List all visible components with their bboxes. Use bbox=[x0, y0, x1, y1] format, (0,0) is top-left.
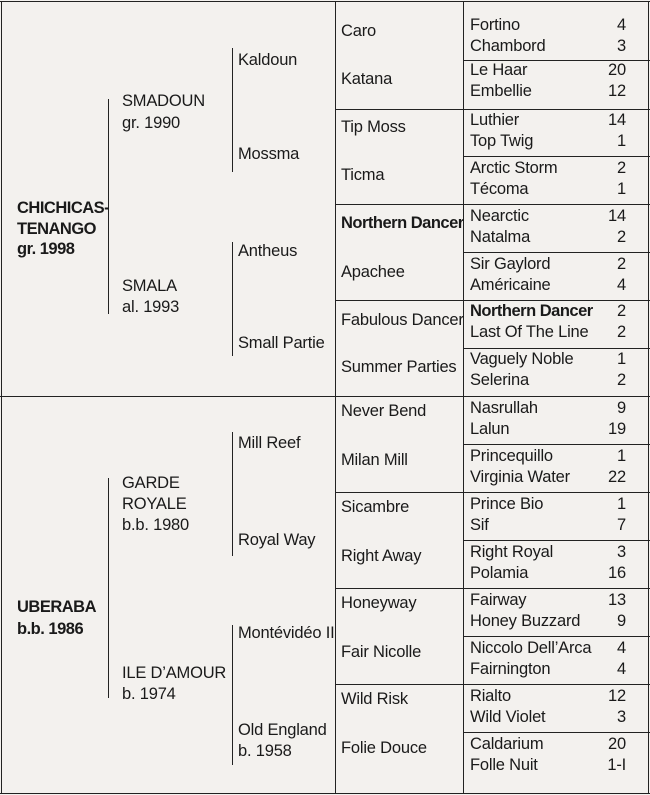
gen3-name: Sicambre bbox=[341, 498, 410, 516]
gen3-name: Apachee bbox=[341, 263, 405, 281]
frame-bottom bbox=[0, 793, 650, 794]
gen4-value: 22 bbox=[608, 468, 626, 486]
gen1-detail: b. 1974 bbox=[122, 685, 176, 703]
gen4-name: Lalun bbox=[470, 420, 510, 438]
gen4-name: Sir Gaylord bbox=[470, 255, 551, 273]
gen4-value: 16 bbox=[608, 564, 626, 582]
gen3-name: Never Bend bbox=[341, 402, 427, 420]
gen4-name: Vaguely Noble bbox=[470, 350, 574, 368]
gen4-divider bbox=[463, 156, 650, 157]
gen3-name: Northern Dancer bbox=[341, 214, 464, 232]
gen4-name: Le Haar bbox=[470, 61, 528, 79]
gen3-name: Caro bbox=[341, 22, 376, 40]
gen2-detail: b. 1958 bbox=[238, 742, 292, 760]
gen2-name: Kaldoun bbox=[238, 51, 298, 69]
gen4-name: Polamia bbox=[470, 564, 529, 582]
gen4-name: Fortino bbox=[470, 16, 520, 34]
gen4-name: Top Twig bbox=[470, 132, 534, 150]
gen3-divider bbox=[335, 300, 650, 301]
gen4-name: Nasrullah bbox=[470, 399, 538, 417]
frame-top bbox=[0, 1, 650, 2]
gen3-name: Honeyway bbox=[341, 594, 417, 612]
frame-right bbox=[648, 1, 649, 794]
gen2-name: Montévidéo II bbox=[238, 624, 335, 642]
gen2-name: Mossma bbox=[238, 145, 300, 163]
gen4-name: Niccolo Dell’Arca bbox=[470, 639, 592, 657]
sire-name: CHICHICAS- TENANGO bbox=[17, 199, 110, 238]
gen4-name: Folle Nuit bbox=[470, 756, 538, 774]
bracket-ile-damour-line bbox=[232, 625, 233, 765]
bracket-smala-line bbox=[232, 242, 233, 356]
gen4-value: 19 bbox=[608, 420, 626, 438]
gen4-divider bbox=[463, 444, 650, 445]
gen3-name: Right Away bbox=[341, 547, 422, 565]
bracket-smadoun-line bbox=[232, 48, 233, 172]
gen2-name: Old England bbox=[238, 721, 327, 739]
gen3-name: Summer Parties bbox=[341, 358, 457, 376]
gen4-value: 2 bbox=[617, 159, 626, 177]
gen4-divider bbox=[463, 732, 650, 733]
gen4-name: Luthier bbox=[470, 111, 520, 129]
gen3-divider bbox=[335, 109, 650, 110]
column-divider-gen4 bbox=[463, 1, 464, 794]
gen4-value: 20 bbox=[608, 735, 626, 753]
gen4-value: 2 bbox=[617, 371, 626, 389]
bracket-dam-line bbox=[108, 478, 109, 698]
gen4-name: Chambord bbox=[470, 37, 546, 55]
gen4-value: 3 bbox=[617, 37, 626, 55]
gen3-divider bbox=[335, 204, 650, 205]
gen4-divider bbox=[463, 540, 650, 541]
gen4-value: 14 bbox=[608, 207, 626, 225]
half-divider bbox=[0, 396, 650, 397]
gen4-value: 1 bbox=[617, 132, 626, 150]
gen3-name: Katana bbox=[341, 70, 393, 88]
gen4-value: 7 bbox=[617, 516, 626, 534]
gen1-name: SMALA bbox=[122, 277, 177, 295]
gen4-name: Natalma bbox=[470, 228, 531, 246]
gen4-name: Fairway bbox=[470, 591, 527, 609]
gen4-name: Virginia Water bbox=[470, 468, 570, 486]
gen4-value: 4 bbox=[617, 660, 626, 678]
gen4-value: 9 bbox=[617, 399, 626, 417]
gen4-value: 20 bbox=[608, 61, 626, 79]
bracket-garde-royale-line bbox=[232, 432, 233, 556]
gen4-value: 14 bbox=[608, 111, 626, 129]
gen4-value: 1 bbox=[617, 495, 626, 513]
gen4-divider bbox=[463, 636, 650, 637]
gen4-value: 1-I bbox=[607, 756, 626, 774]
gen2-name: Small Partie bbox=[238, 334, 325, 352]
gen4-value: 1 bbox=[617, 350, 626, 368]
gen4-name: Selerina bbox=[470, 371, 529, 389]
gen4-value: 13 bbox=[608, 591, 626, 609]
gen4-value: 2 bbox=[617, 323, 626, 341]
gen1-name: GARDE ROYALE bbox=[122, 474, 187, 513]
gen4-divider bbox=[463, 348, 650, 349]
gen4-value: 3 bbox=[617, 543, 626, 561]
gen4-value: 4 bbox=[617, 276, 626, 294]
gen4-value: 12 bbox=[608, 82, 626, 100]
gen4-name: Wild Violet bbox=[470, 708, 546, 726]
gen3-divider bbox=[335, 492, 650, 493]
gen4-name: Arctic Storm bbox=[470, 159, 558, 177]
gen3-name: Milan Mill bbox=[341, 451, 408, 469]
gen4-value: 1 bbox=[617, 447, 626, 465]
gen4-name: Last Of The Line bbox=[470, 323, 589, 341]
gen2-name: Antheus bbox=[238, 242, 298, 260]
gen4-name: Embellie bbox=[470, 82, 532, 100]
gen4-value: 4 bbox=[617, 639, 626, 657]
gen3-name: Tip Moss bbox=[341, 118, 406, 136]
gen1-detail: b.b. 1980 bbox=[122, 516, 190, 534]
gen4-name: Sif bbox=[470, 516, 489, 534]
gen3-divider bbox=[335, 588, 650, 589]
gen1-detail: al. 1993 bbox=[122, 298, 180, 316]
gen4-value: 1 bbox=[617, 180, 626, 198]
gen4-name: Right Royal bbox=[470, 543, 554, 561]
gen3-divider bbox=[335, 684, 650, 685]
gen3-name: Fabulous Dancer bbox=[341, 311, 464, 329]
gen4-name: Nearctic bbox=[470, 207, 529, 225]
gen4-name: Rialto bbox=[470, 687, 511, 705]
gen4-name: Northern Dancer bbox=[470, 302, 593, 320]
gen4-value: 12 bbox=[608, 687, 626, 705]
gen4-name: Honey Buzzard bbox=[470, 612, 581, 630]
gen4-value: 3 bbox=[617, 708, 626, 726]
sire-detail: gr. 1998 bbox=[17, 240, 75, 258]
gen4-name: Princequillo bbox=[470, 447, 553, 465]
gen3-name: Folie Douce bbox=[341, 739, 427, 757]
gen3-name: Wild Risk bbox=[341, 690, 408, 708]
gen4-value: 9 bbox=[617, 612, 626, 630]
gen4-divider bbox=[463, 252, 650, 253]
gen3-name: Ticma bbox=[341, 166, 385, 184]
gen1-name: ILE D’AMOUR bbox=[122, 664, 227, 682]
gen4-name: Américaine bbox=[470, 276, 551, 294]
gen1-detail: gr. 1990 bbox=[122, 114, 181, 132]
column-divider-gen3 bbox=[335, 1, 336, 794]
gen4-name: Caldarium bbox=[470, 735, 544, 753]
gen4-value: 2 bbox=[617, 302, 626, 320]
gen4-name: Fairnington bbox=[470, 660, 551, 678]
gen4-value: 2 bbox=[617, 228, 626, 246]
dam-detail: b.b. 1986 bbox=[17, 620, 84, 638]
gen4-name: Prince Bio bbox=[470, 495, 544, 513]
gen2-name: Royal Way bbox=[238, 531, 316, 549]
gen3-name: Fair Nicolle bbox=[341, 643, 422, 661]
gen4-value: 2 bbox=[617, 255, 626, 273]
gen4-value: 4 bbox=[617, 16, 626, 34]
dam-name: UBERABA bbox=[17, 598, 96, 616]
gen4-name: Técoma bbox=[470, 180, 529, 198]
gen1-name: SMADOUN bbox=[122, 92, 205, 110]
gen2-name: Mill Reef bbox=[238, 434, 301, 452]
frame-left bbox=[1, 1, 2, 794]
